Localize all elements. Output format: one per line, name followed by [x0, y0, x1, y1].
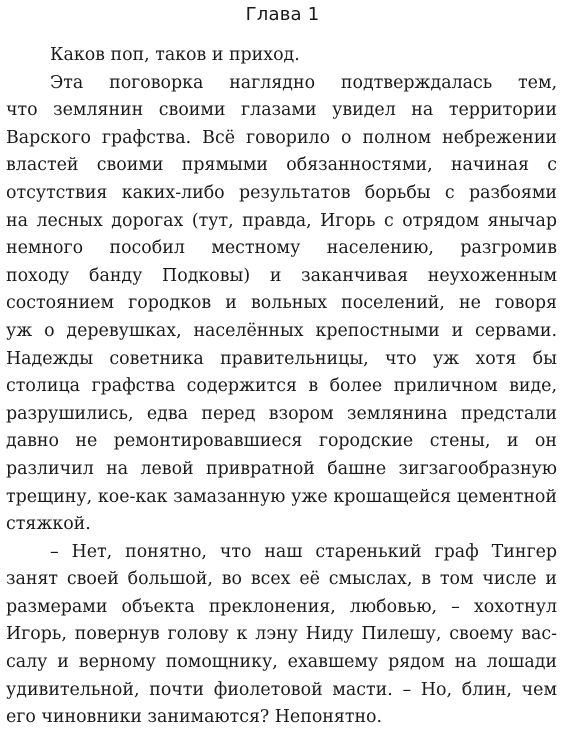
text-line: трещину, кое-как замазанную уже крошащейся цементной	[6, 486, 557, 507]
text-line: властей своими прямыми обязанностями, начиная с	[6, 155, 557, 176]
text-line: разрушились, едва перед взором землянина предстали	[6, 403, 557, 424]
text-line: походу банду Подковы) и заканчивая неухоженным	[6, 265, 557, 286]
text-line: – Нет, понятно, что наш старенький граф Тингер	[50, 541, 557, 562]
text-line: занят своей большой, во всех её смыслах, в том числе и	[6, 569, 557, 590]
chapter-header: Глава 1	[245, 4, 320, 25]
text-line: столица графства содержится в более приличном виде,	[6, 376, 557, 397]
text-line: на лесных дорогах (тут, правда, Игорь с отрядом янычар	[6, 210, 557, 231]
text-line: что землянин своими глазами увидел на территории	[6, 100, 557, 121]
text-line: состоянием городков и вольных поселений, не говоря	[6, 293, 557, 314]
text-line: немного пособил местному населению, разгромив	[6, 238, 557, 259]
text-line: салу и верному помощнику, ехавшему рядом на лошади	[6, 652, 557, 673]
text-line: его чиновники занимаются? Непонятно.	[6, 707, 383, 728]
text-line: Надежды советника правительницы, что уж хотя бы	[6, 348, 557, 369]
text-line: отсутствия каких-либо результатов борьбы с разбоями	[6, 182, 557, 203]
text-line: Каков поп, таков и приход.	[50, 45, 300, 65]
text-line: давно не ремонтировавшиеся городские стены, и он	[6, 431, 557, 452]
text-line: Эта поговорка наглядно подтверждалась тем,	[50, 72, 557, 93]
text-line: Игорь, повернув голову к лэну Ниду Пилешу, своему вас-	[6, 624, 557, 645]
text-line: размерами объекта преклонения, любовью, – хохотнул	[6, 596, 557, 617]
text-line: уж о деревушках, населённых крепостными и сервами.	[6, 320, 557, 341]
text-line: Варского графства. Всё говорило о полном небрежении	[6, 127, 557, 148]
text-line: стяжкой.	[6, 514, 91, 535]
body-text	[6, 42, 557, 732]
text-line: удивительной, почти фиолетовой масти. – Но, блин, чем	[6, 679, 557, 700]
text-line: различил на левой привратной башне зигзагообразную	[6, 458, 557, 479]
